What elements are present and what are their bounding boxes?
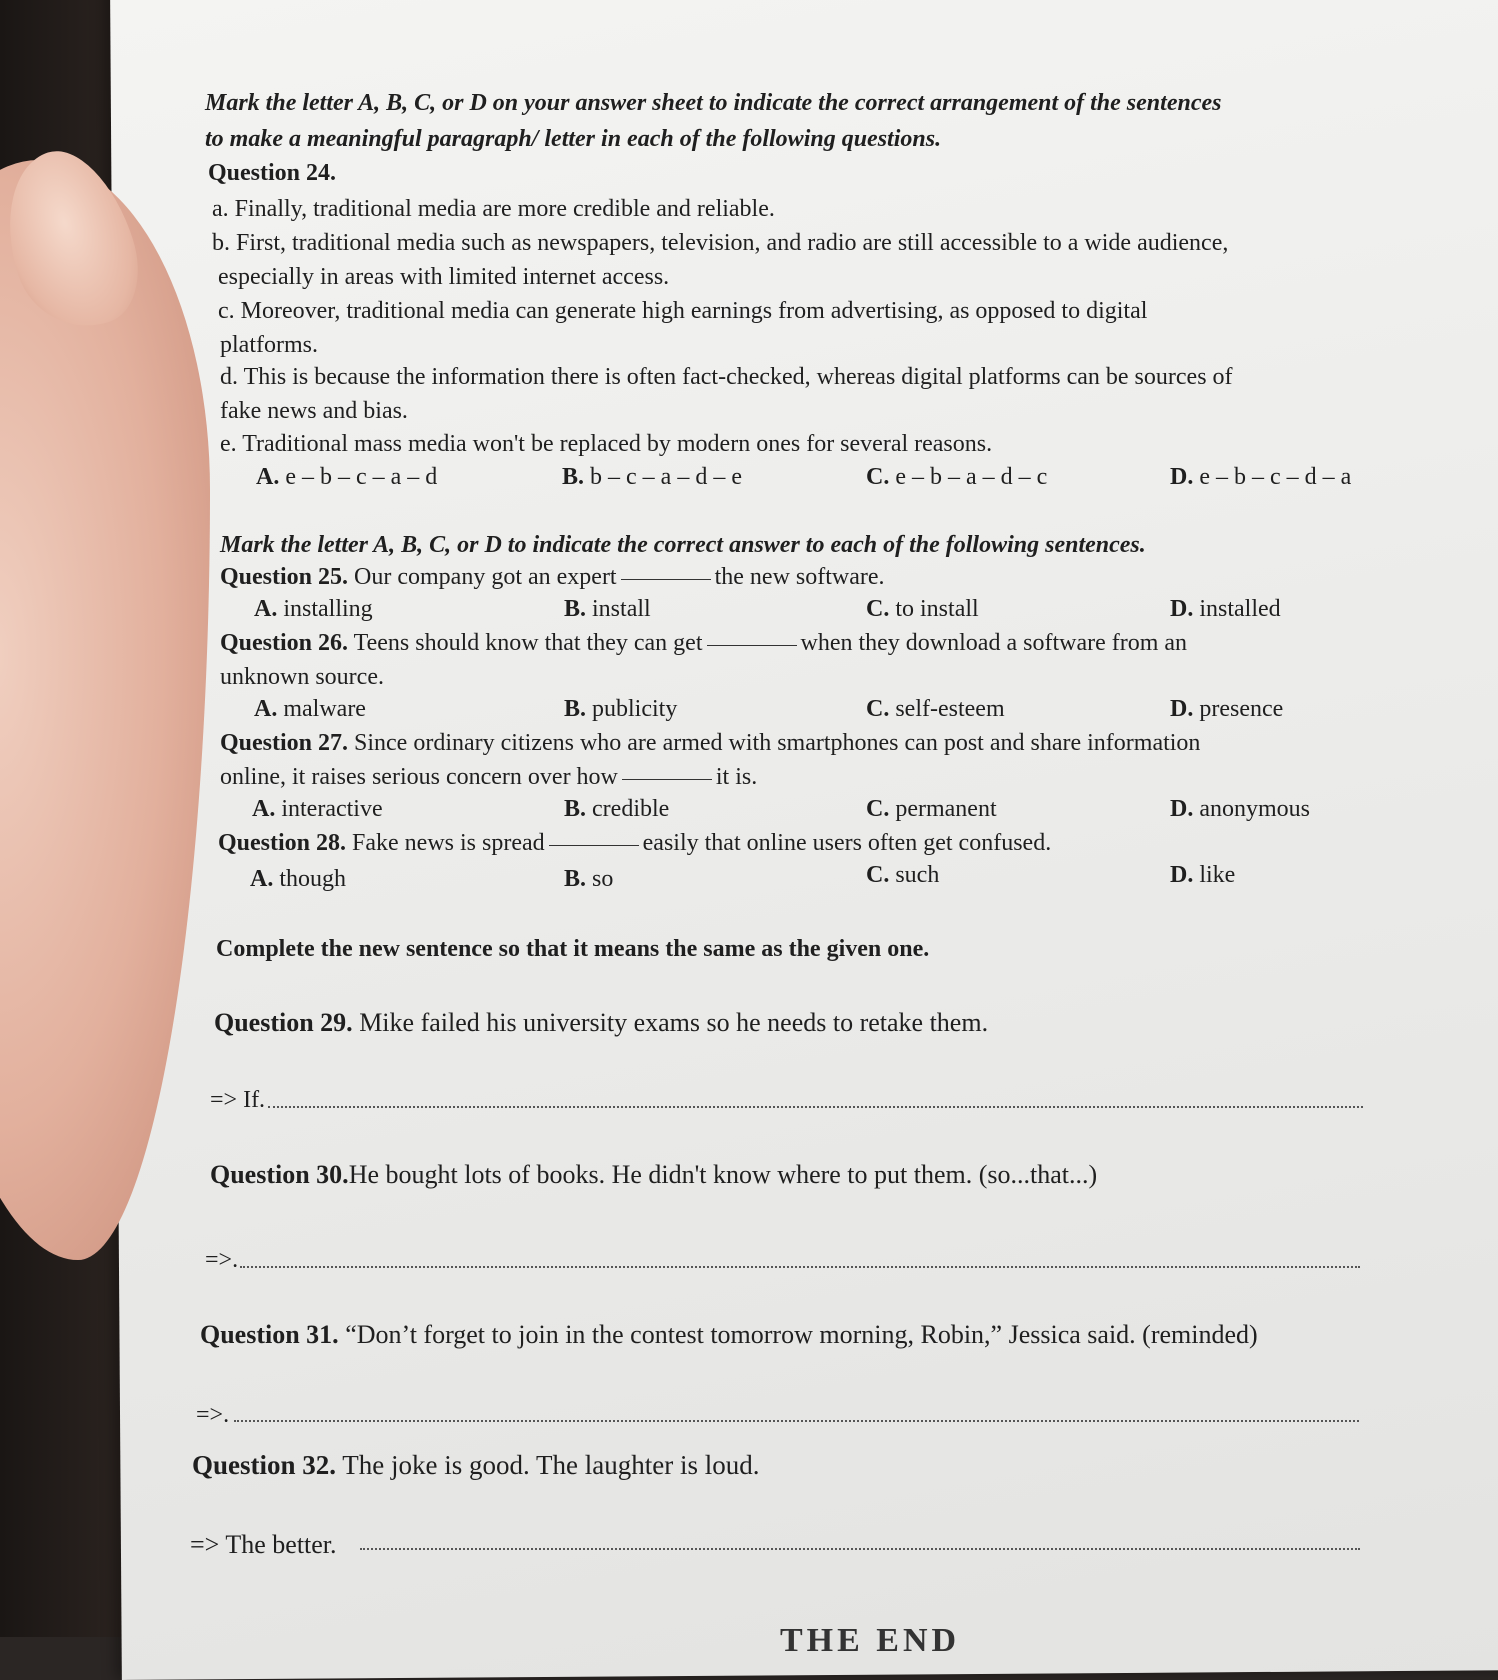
question-32: Question 32. The joke is good. The laughter is loud. [192, 1450, 760, 1480]
the-end-mark: THE END [780, 1622, 961, 1659]
question-30-label: Question 30. [210, 1160, 349, 1189]
q24-option-c[interactable]: C. e – b – a – d – c [866, 464, 1048, 490]
q30-prompt: =>. [205, 1247, 239, 1273]
q26-blank[interactable] [707, 645, 797, 646]
question-25-label: Question 25. [220, 564, 349, 590]
q28-option-c[interactable]: C. such [866, 862, 940, 888]
q31-answer-line[interactable] [234, 1420, 1359, 1422]
q27-option-b[interactable]: B. credible [564, 796, 670, 822]
question-24-title: Question 24. [208, 160, 337, 186]
section2-instruction: Mark the letter A, B, C, or D to indicate the correct answer to each of the following sentences. [220, 532, 1146, 558]
question-26: Question 26. Teens should know that they can get when they download a software from an [220, 630, 1188, 656]
section1-instruction-line1: Mark the letter A, B, C, or D on your answer sheet to indicate the correct arrangement of the sentences [205, 90, 1222, 116]
q24-sentence-a: a. Finally, traditional media are more credible and reliable. [212, 196, 775, 222]
q26-option-a[interactable]: A. malware [254, 696, 366, 722]
question-30: Question 30.He bought lots of books. He didn't know where to put them. (so...that...) [210, 1160, 1098, 1189]
q27-line2: online, it raises serious concern over how it is. [220, 764, 758, 790]
q29-prompt: => If. [210, 1087, 266, 1113]
q27-option-d[interactable]: D. anonymous [1170, 796, 1311, 822]
q26-line2: unknown source. [220, 664, 384, 690]
q24-option-b[interactable]: B. b – c – a – d – e [562, 464, 742, 490]
q29-answer-line[interactable] [268, 1106, 1363, 1108]
question-28: Question 28. Fake news is spread easily that online users often get confused. [218, 830, 1052, 856]
q28-option-a[interactable]: A. though [250, 866, 347, 892]
q24-option-a[interactable]: A. e – b – c – a – d [256, 464, 438, 490]
q24-sentence-e: e. Traditional mass media won't be replaced by modern ones for several reasons. [220, 431, 993, 457]
question-29: Question 29. Mike failed his university exams so he needs to retake them. [214, 1008, 989, 1037]
q25-blank[interactable] [621, 579, 711, 580]
q25-option-a[interactable]: A. installing [254, 596, 373, 622]
q24-sentence-b-line1: b. First, traditional media such as newspapers, television, and radio are still accessible to a wide audience, [212, 230, 1229, 256]
q25-option-b[interactable]: B. install [564, 596, 651, 622]
question-28-label: Question 28. [218, 830, 347, 856]
q24-sentence-c-line2: platforms. [220, 332, 318, 358]
q32-prompt: => The better. [190, 1530, 337, 1559]
q24-sentence-b-line2: especially in areas with limited internet access. [218, 264, 670, 290]
q24-option-d[interactable]: D. e – b – c – d – a [1170, 464, 1352, 490]
question-26-label: Question 26. [220, 630, 349, 656]
q32-answer-line[interactable] [360, 1548, 1360, 1550]
q27-blank[interactable] [622, 779, 712, 780]
q27-option-c[interactable]: C. permanent [866, 796, 997, 822]
q28-blank[interactable] [549, 845, 639, 846]
question-32-label: Question 32. [192, 1450, 337, 1480]
q26-option-b[interactable]: B. publicity [564, 696, 678, 722]
q25-option-c[interactable]: C. to install [866, 596, 979, 622]
q28-option-d[interactable]: D. like [1170, 862, 1236, 888]
question-31: Question 31. “Don’t forget to join in the contest tomorrow morning, Robin,” Jessica said. (reminded) [200, 1320, 1258, 1349]
q26-option-c[interactable]: C. self-esteem [866, 696, 1005, 722]
section3-instruction: Complete the new sentence so that it means the same as the given one. [216, 936, 930, 962]
question-25: Question 25. Our company got an expert the new software. [220, 564, 885, 590]
q24-sentence-d-line2: fake news and bias. [220, 398, 408, 424]
question-29-label: Question 29. [214, 1008, 353, 1037]
question-27-label: Question 27. [220, 730, 349, 756]
q26-option-d[interactable]: D. presence [1170, 696, 1284, 722]
q30-answer-line[interactable] [240, 1266, 1360, 1268]
q31-prompt: =>. [196, 1402, 230, 1428]
q24-sentence-c-line1: c. Moreover, traditional media can generate high earnings from advertising, as opposed to digital [218, 298, 1148, 324]
question-31-label: Question 31. [200, 1320, 339, 1349]
q25-option-d[interactable]: D. installed [1170, 596, 1281, 622]
q27-option-a[interactable]: A. interactive [252, 796, 383, 822]
question-27: Question 27. Since ordinary citizens who are armed with smartphones can post and share information [220, 730, 1201, 756]
section1-instruction-line2: to make a meaningful paragraph/ letter in each of the following questions. [205, 126, 942, 152]
q28-option-b[interactable]: B. so [564, 866, 614, 892]
q24-sentence-d-line1: d. This is because the information there is often fact-checked, whereas digital platforms can be sources of [220, 364, 1233, 390]
